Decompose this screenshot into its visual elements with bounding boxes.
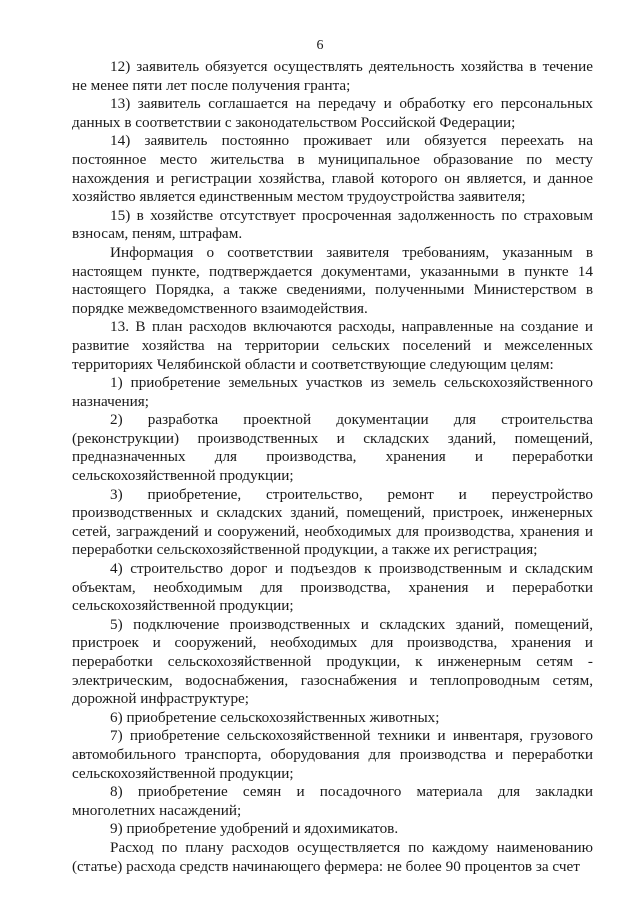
paragraph-item-12: 12) заявитель обязуется осуществлять деятельность хозяйства в течение не менее пяти лет после получения гранта;	[72, 58, 593, 94]
paragraph-purpose-7: 7) приобретение сельскохозяйственной техники и инвентаря, грузового автомобильного транспорта, оборудования для производства и переработки сельскохозяйственной продукции;	[72, 727, 593, 782]
paragraph-clause-13: 13. В план расходов включаются расходы, направленные на создание и развитие хозяйства на территории сельских поселений и межселенных территориях Челябинской области и соответствующие следующим целям:	[72, 318, 593, 373]
paragraph-purpose-4: 4) строительство дорог и подъездов к производственным и складским объектам, необходимым для производства, хранения и переработки сельскохозяйственной продукции;	[72, 560, 593, 615]
paragraph-purpose-6: 6) приобретение сельскохозяйственных животных;	[110, 708, 440, 726]
paragraph-purpose-8: 8) приобретение семян и посадочного материала для закладки многолетних насаждений;	[72, 783, 593, 819]
paragraph-purpose-5: 5) подключение производственных и складских зданий, помещений, пристроек и сооружений, необходимых для производства, хранения и переработки сельскохозяйственной продукции, к инженерным сетям - электрическим, водоснабжения, газоснабжения и теплопроводным сетям, дорожной инфраструктуре;	[72, 615, 593, 708]
paragraph-purpose-2: 2) разработка проектной документации для строительства (реконструкции) производственных и складских зданий, помещений, предназначенных для производства, хранения и переработки сельскохозяйственной продукции;	[72, 411, 593, 485]
paragraph-purpose-1: 1) приобретение земельных участков из земель сельскохозяйственного назначения;	[72, 374, 593, 410]
paragraph-expense-plan: Расход по плану расходов осуществляется по каждому наименованию (статье) расхода средств начинающего фермера: не более 90 процентов за счет	[72, 838, 593, 875]
paragraph-purpose-9: 9) приобретение удобрений и ядохимикатов.	[110, 820, 399, 838]
paragraph-compliance-info: Информация о соответствии заявителя требованиям, указанным в настоящем пункте, подтверждается документами, указанными в пункте 14 настоящего Порядка, а также сведениями, полученными Министерством в порядке межведомственного взаимодействия.	[72, 243, 593, 317]
paragraph-purpose-3: 3) приобретение, строительство, ремонт и переустройство производственных и складских зданий, помещений, пристроек, инженерных сетей, заграждений и сооружений, необходимых для производства, хранения и переработки сельскохозяйственной продукции, а также их регистрация;	[72, 485, 593, 559]
paragraph-item-13: 13) заявитель соглашается на передачу и обработку его персональных данных в соответствии с законодательством Российской Федерации;	[72, 95, 593, 131]
paragraph-item-14: 14) заявитель постоянно проживает или обязуется переехать на постоянное место жительства в муниципальное образование по месту нахождения и регистрации хозяйства, главой которого он является, и данное хозяйство является единственным местом трудоустройства заявителя;	[72, 132, 593, 206]
page-number: 6	[316, 38, 324, 53]
document-body	[72, 58, 593, 876]
paragraph-item-15: 15) в хозяйстве отсутствует просроченная задолженность по страховым взносам, пеням, штрафам.	[72, 206, 593, 243]
